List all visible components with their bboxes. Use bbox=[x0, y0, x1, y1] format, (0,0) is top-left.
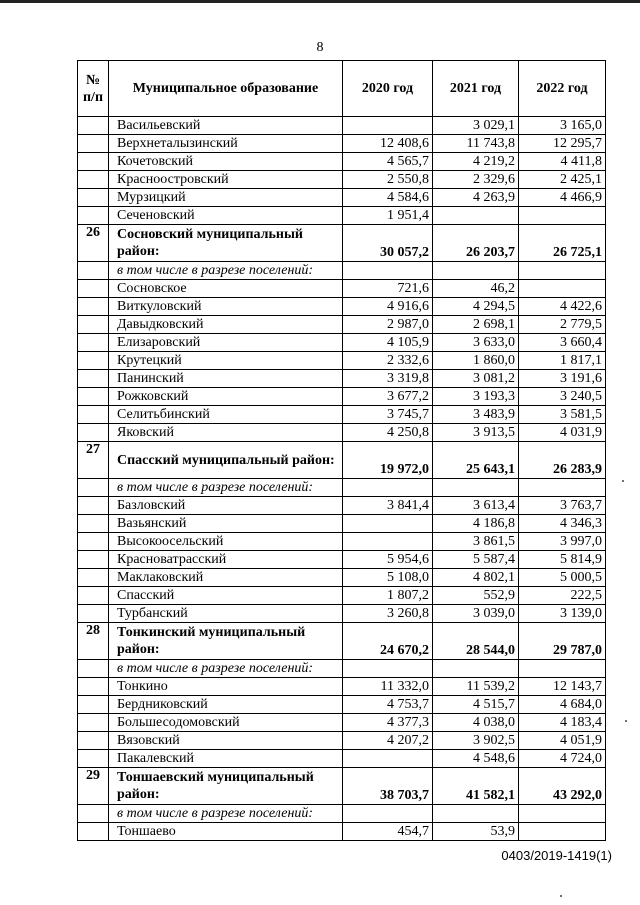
value-2021-cell: 4 219,2 bbox=[433, 153, 519, 171]
index-cell bbox=[78, 515, 109, 533]
value-2022-cell: 4 422,6 bbox=[519, 298, 606, 316]
index-cell bbox=[78, 370, 109, 388]
value-2022-cell bbox=[519, 805, 606, 823]
index-cell bbox=[78, 569, 109, 587]
value-2022-cell: 5 814,9 bbox=[519, 551, 606, 569]
table-row bbox=[78, 732, 606, 750]
value-2022-cell: 3 660,4 bbox=[519, 334, 606, 352]
value-2021-cell: 3 861,5 bbox=[433, 533, 519, 551]
index-cell bbox=[78, 352, 109, 370]
municipality-cell: Сеченовский bbox=[109, 207, 343, 225]
value-2020-cell: 5 954,6 bbox=[343, 551, 433, 569]
index-cell bbox=[78, 207, 109, 225]
budget-table bbox=[77, 60, 606, 841]
index-cell bbox=[78, 424, 109, 442]
value-2021-cell bbox=[433, 660, 519, 678]
table-row bbox=[78, 696, 606, 714]
value-2021-cell: 3 613,4 bbox=[433, 497, 519, 515]
value-2021-cell: 25 643,1 bbox=[433, 442, 519, 479]
municipality-cell: Красноватрасский bbox=[109, 551, 343, 569]
value-2022-cell: 3 240,5 bbox=[519, 388, 606, 406]
value-2022-cell: 4 346,3 bbox=[519, 515, 606, 533]
index-cell bbox=[78, 153, 109, 171]
municipality-cell: Красноостровский bbox=[109, 171, 343, 189]
district-row bbox=[78, 623, 606, 660]
index-cell bbox=[78, 714, 109, 732]
value-2021-cell: 4 802,1 bbox=[433, 569, 519, 587]
value-2020-cell: 24 670,2 bbox=[343, 623, 433, 660]
municipality-cell: Виткуловский bbox=[109, 298, 343, 316]
table-row bbox=[78, 171, 606, 189]
municipality-cell: Тонкино bbox=[109, 678, 343, 696]
index-cell bbox=[78, 117, 109, 135]
table-row bbox=[78, 280, 606, 298]
subheading-row bbox=[78, 479, 606, 497]
value-2020-cell bbox=[343, 660, 433, 678]
municipality-cell: Большесодомовский bbox=[109, 714, 343, 732]
value-2020-cell: 12 408,6 bbox=[343, 135, 433, 153]
municipality-cell: Спасский муниципальный район: bbox=[109, 442, 343, 479]
header-2020: 2020 год bbox=[343, 61, 433, 117]
index-cell bbox=[78, 551, 109, 569]
index-cell bbox=[78, 171, 109, 189]
table-row bbox=[78, 515, 606, 533]
value-2022-cell: 2 779,5 bbox=[519, 316, 606, 334]
municipality-cell: Мурзицкий bbox=[109, 189, 343, 207]
index-cell bbox=[78, 805, 109, 823]
index-cell bbox=[78, 280, 109, 298]
value-2020-cell: 4 565,7 bbox=[343, 153, 433, 171]
value-2021-cell: 3 081,2 bbox=[433, 370, 519, 388]
value-2021-cell: 26 203,7 bbox=[433, 225, 519, 262]
value-2021-cell: 4 263,9 bbox=[433, 189, 519, 207]
value-2020-cell: 4 377,3 bbox=[343, 714, 433, 732]
index-cell bbox=[78, 262, 109, 280]
value-2020-cell: 4 584,6 bbox=[343, 189, 433, 207]
district-row bbox=[78, 225, 606, 262]
table-row bbox=[78, 117, 606, 135]
table-row bbox=[78, 135, 606, 153]
value-2022-cell: 3 191,6 bbox=[519, 370, 606, 388]
value-2021-cell: 4 186,8 bbox=[433, 515, 519, 533]
table-row bbox=[78, 551, 606, 569]
value-2022-cell: 4 031,9 bbox=[519, 424, 606, 442]
value-2021-cell: 5 587,4 bbox=[433, 551, 519, 569]
index-cell bbox=[78, 316, 109, 334]
value-2020-cell bbox=[343, 750, 433, 768]
municipality-cell: Сосновское bbox=[109, 280, 343, 298]
value-2022-cell: 4 466,9 bbox=[519, 189, 606, 207]
value-2022-cell: 4 051,9 bbox=[519, 732, 606, 750]
value-2022-cell bbox=[519, 479, 606, 497]
value-2021-cell: 53,9 bbox=[433, 823, 519, 841]
index-cell bbox=[78, 533, 109, 551]
subheading-cell: в том числе в разрезе поселений: bbox=[109, 479, 343, 497]
value-2022-cell: 12 143,7 bbox=[519, 678, 606, 696]
index-cell bbox=[78, 189, 109, 207]
municipality-cell: Яковский bbox=[109, 424, 343, 442]
index-cell bbox=[78, 497, 109, 515]
value-2022-cell: 3 581,5 bbox=[519, 406, 606, 424]
table-row bbox=[78, 714, 606, 732]
municipality-cell: Высокоосельский bbox=[109, 533, 343, 551]
value-2020-cell: 19 972,0 bbox=[343, 442, 433, 479]
subheading-cell: в том числе в разрезе поселений: bbox=[109, 262, 343, 280]
value-2021-cell: 4 294,5 bbox=[433, 298, 519, 316]
municipality-cell: Панинский bbox=[109, 370, 343, 388]
table-row bbox=[78, 678, 606, 696]
value-2020-cell: 3 677,2 bbox=[343, 388, 433, 406]
value-2021-cell bbox=[433, 805, 519, 823]
value-2022-cell: 2 425,1 bbox=[519, 171, 606, 189]
table-body bbox=[78, 117, 606, 841]
header-index: № п/п bbox=[78, 61, 109, 117]
index-cell bbox=[78, 750, 109, 768]
value-2021-cell bbox=[433, 262, 519, 280]
value-2020-cell: 1 951,4 bbox=[343, 207, 433, 225]
table-row bbox=[78, 533, 606, 551]
index-cell bbox=[78, 135, 109, 153]
value-2020-cell: 11 332,0 bbox=[343, 678, 433, 696]
value-2020-cell: 5 108,0 bbox=[343, 569, 433, 587]
index-cell bbox=[78, 298, 109, 316]
table-row bbox=[78, 298, 606, 316]
index-cell: 27 bbox=[78, 442, 109, 479]
document-number: 0403/2019-1419(1) bbox=[501, 848, 612, 863]
municipality-cell: Турбанский bbox=[109, 605, 343, 623]
value-2022-cell: 1 817,1 bbox=[519, 352, 606, 370]
value-2022-cell: 5 000,5 bbox=[519, 569, 606, 587]
value-2022-cell: 12 295,7 bbox=[519, 135, 606, 153]
value-2020-cell bbox=[343, 479, 433, 497]
value-2021-cell: 4 038,0 bbox=[433, 714, 519, 732]
table-row bbox=[78, 750, 606, 768]
subheading-row bbox=[78, 805, 606, 823]
index-cell: 26 bbox=[78, 225, 109, 262]
municipality-cell: Спасский bbox=[109, 587, 343, 605]
value-2020-cell: 30 057,2 bbox=[343, 225, 433, 262]
table-row bbox=[78, 388, 606, 406]
table-row bbox=[78, 207, 606, 225]
index-cell: 29 bbox=[78, 768, 109, 805]
value-2020-cell: 2 550,8 bbox=[343, 171, 433, 189]
table-row bbox=[78, 569, 606, 587]
value-2021-cell: 46,2 bbox=[433, 280, 519, 298]
municipality-cell: Васильевский bbox=[109, 117, 343, 135]
value-2021-cell: 3 039,0 bbox=[433, 605, 519, 623]
value-2022-cell: 4 183,4 bbox=[519, 714, 606, 732]
value-2020-cell: 4 207,2 bbox=[343, 732, 433, 750]
value-2021-cell bbox=[433, 207, 519, 225]
value-2022-cell: 4 411,8 bbox=[519, 153, 606, 171]
scan-speck bbox=[625, 720, 627, 722]
value-2022-cell: 26 725,1 bbox=[519, 225, 606, 262]
value-2022-cell bbox=[519, 823, 606, 841]
value-2020-cell bbox=[343, 515, 433, 533]
value-2021-cell: 3 193,3 bbox=[433, 388, 519, 406]
value-2022-cell: 3 763,7 bbox=[519, 497, 606, 515]
municipality-cell: Сосновский муниципальный район: bbox=[109, 225, 343, 262]
value-2020-cell bbox=[343, 805, 433, 823]
value-2021-cell: 2 698,1 bbox=[433, 316, 519, 334]
index-cell bbox=[78, 334, 109, 352]
municipality-cell: Крутецкий bbox=[109, 352, 343, 370]
table-row bbox=[78, 153, 606, 171]
municipality-cell: Давыдковский bbox=[109, 316, 343, 334]
municipality-cell: Елизаровский bbox=[109, 334, 343, 352]
value-2021-cell: 3 483,9 bbox=[433, 406, 519, 424]
table-row bbox=[78, 352, 606, 370]
municipality-cell: Маклаковский bbox=[109, 569, 343, 587]
value-2021-cell bbox=[433, 479, 519, 497]
value-2020-cell: 3 841,4 bbox=[343, 497, 433, 515]
value-2020-cell bbox=[343, 533, 433, 551]
municipality-cell: Тоншаевский муниципальный район: bbox=[109, 768, 343, 805]
subheading-row bbox=[78, 262, 606, 280]
value-2021-cell: 3 029,1 bbox=[433, 117, 519, 135]
header-2022: 2022 год bbox=[519, 61, 606, 117]
page-number: 8 bbox=[316, 40, 324, 55]
index-cell bbox=[78, 823, 109, 841]
table-row bbox=[78, 316, 606, 334]
municipality-cell: Вязовский bbox=[109, 732, 343, 750]
value-2020-cell: 3 745,7 bbox=[343, 406, 433, 424]
index-cell bbox=[78, 605, 109, 623]
value-2020-cell: 2 332,6 bbox=[343, 352, 433, 370]
index-cell bbox=[78, 732, 109, 750]
district-row bbox=[78, 768, 606, 805]
table-row bbox=[78, 406, 606, 424]
value-2020-cell: 3 260,8 bbox=[343, 605, 433, 623]
table-row bbox=[78, 370, 606, 388]
value-2021-cell: 2 329,6 bbox=[433, 171, 519, 189]
value-2022-cell: 3 139,0 bbox=[519, 605, 606, 623]
table-header-row bbox=[78, 61, 606, 117]
value-2020-cell: 721,6 bbox=[343, 280, 433, 298]
table-row bbox=[78, 605, 606, 623]
value-2022-cell: 29 787,0 bbox=[519, 623, 606, 660]
value-2021-cell: 1 860,0 bbox=[433, 352, 519, 370]
value-2022-cell: 4 724,0 bbox=[519, 750, 606, 768]
table-row bbox=[78, 587, 606, 605]
value-2020-cell: 454,7 bbox=[343, 823, 433, 841]
header-2021: 2021 год bbox=[433, 61, 519, 117]
value-2021-cell: 3 902,5 bbox=[433, 732, 519, 750]
value-2021-cell: 11 539,2 bbox=[433, 678, 519, 696]
value-2022-cell: 3 165,0 bbox=[519, 117, 606, 135]
value-2020-cell bbox=[343, 262, 433, 280]
subheading-row bbox=[78, 660, 606, 678]
scan-speck bbox=[560, 895, 562, 897]
municipality-cell: Верхнеталызинский bbox=[109, 135, 343, 153]
value-2021-cell: 4 548,6 bbox=[433, 750, 519, 768]
municipality-cell: Тоншаево bbox=[109, 823, 343, 841]
municipality-cell: Бердниковский bbox=[109, 696, 343, 714]
value-2020-cell: 1 807,2 bbox=[343, 587, 433, 605]
table-row bbox=[78, 823, 606, 841]
value-2020-cell: 4 916,6 bbox=[343, 298, 433, 316]
municipality-cell: Вазьянский bbox=[109, 515, 343, 533]
value-2022-cell: 4 684,0 bbox=[519, 696, 606, 714]
municipality-cell: Тонкинский муниципальный район: bbox=[109, 623, 343, 660]
index-cell bbox=[78, 660, 109, 678]
value-2021-cell: 3 913,5 bbox=[433, 424, 519, 442]
value-2020-cell: 38 703,7 bbox=[343, 768, 433, 805]
table-row bbox=[78, 424, 606, 442]
scan-speck bbox=[622, 480, 624, 482]
municipality-cell: Селитьбинский bbox=[109, 406, 343, 424]
value-2020-cell: 4 250,8 bbox=[343, 424, 433, 442]
value-2020-cell: 2 987,0 bbox=[343, 316, 433, 334]
municipality-cell: Базловский bbox=[109, 497, 343, 515]
index-cell bbox=[78, 696, 109, 714]
value-2022-cell: 222,5 bbox=[519, 587, 606, 605]
value-2021-cell: 41 582,1 bbox=[433, 768, 519, 805]
value-2020-cell bbox=[343, 117, 433, 135]
subheading-cell: в том числе в разрезе поселений: bbox=[109, 805, 343, 823]
municipality-cell: Кочетовский bbox=[109, 153, 343, 171]
value-2022-cell: 3 997,0 bbox=[519, 533, 606, 551]
value-2022-cell bbox=[519, 262, 606, 280]
value-2021-cell: 4 515,7 bbox=[433, 696, 519, 714]
value-2022-cell: 43 292,0 bbox=[519, 768, 606, 805]
municipality-cell: Рожковский bbox=[109, 388, 343, 406]
municipality-cell: Пакалевский bbox=[109, 750, 343, 768]
district-row bbox=[78, 442, 606, 479]
table-row bbox=[78, 497, 606, 515]
value-2020-cell: 3 319,8 bbox=[343, 370, 433, 388]
index-cell bbox=[78, 388, 109, 406]
value-2020-cell: 4 105,9 bbox=[343, 334, 433, 352]
header-municipality: Муниципальное образование bbox=[109, 61, 343, 117]
value-2022-cell bbox=[519, 280, 606, 298]
index-cell bbox=[78, 587, 109, 605]
value-2022-cell bbox=[519, 207, 606, 225]
value-2021-cell: 28 544,0 bbox=[433, 623, 519, 660]
table-row bbox=[78, 334, 606, 352]
index-cell: 28 bbox=[78, 623, 109, 660]
value-2020-cell: 4 753,7 bbox=[343, 696, 433, 714]
index-cell bbox=[78, 678, 109, 696]
index-cell bbox=[78, 406, 109, 424]
table-row bbox=[78, 189, 606, 207]
value-2021-cell: 11 743,8 bbox=[433, 135, 519, 153]
value-2021-cell: 552,9 bbox=[433, 587, 519, 605]
value-2021-cell: 3 633,0 bbox=[433, 334, 519, 352]
value-2022-cell bbox=[519, 660, 606, 678]
subheading-cell: в том числе в разрезе поселений: bbox=[109, 660, 343, 678]
index-cell bbox=[78, 479, 109, 497]
page-top-border bbox=[0, 0, 640, 6]
value-2022-cell: 26 283,9 bbox=[519, 442, 606, 479]
